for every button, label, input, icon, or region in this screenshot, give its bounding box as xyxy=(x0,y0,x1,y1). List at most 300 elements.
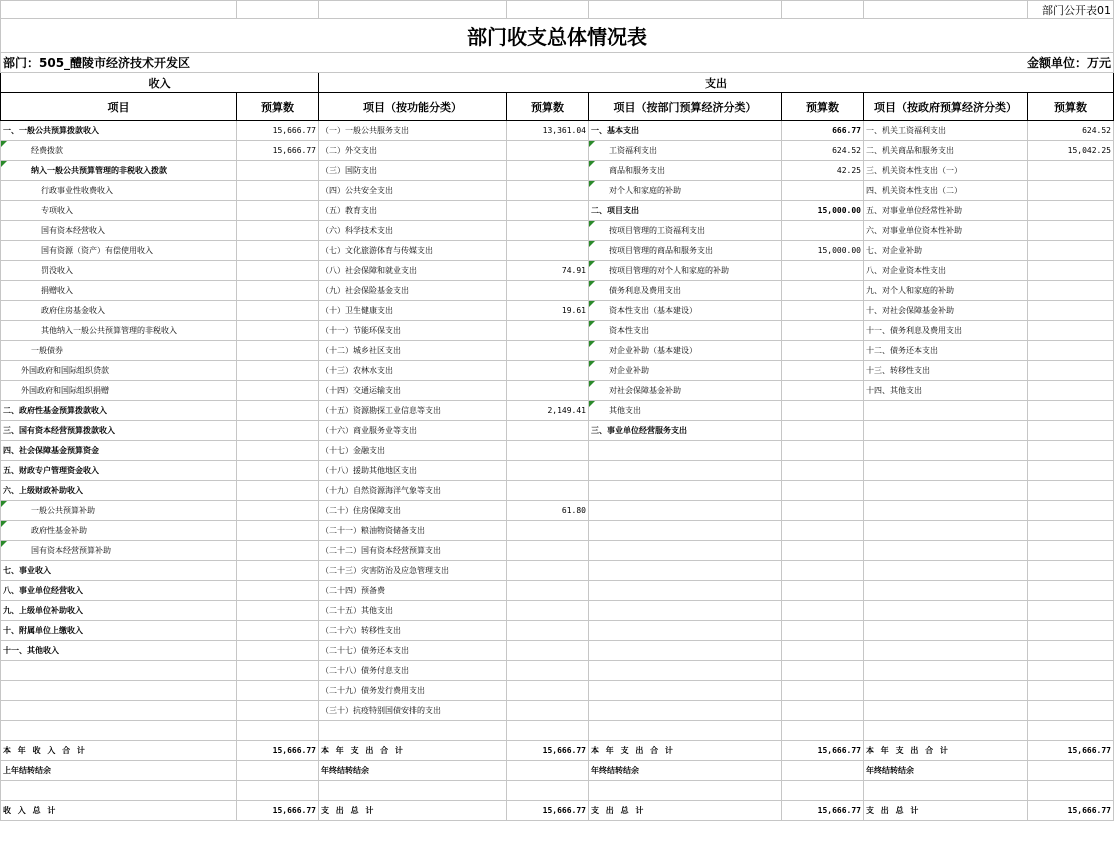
budget-cell xyxy=(782,321,864,341)
col-budget: 预算数 xyxy=(507,93,589,121)
item-cell xyxy=(589,461,782,481)
item-cell: （十五）资源勘探工业信息等支出 xyxy=(319,401,507,421)
budget-cell xyxy=(507,541,589,561)
item-cell: （七）文化旅游体育与传媒支出 xyxy=(319,241,507,261)
col-item: 项目 xyxy=(1,93,237,121)
item-cell xyxy=(589,501,782,521)
budget-cell xyxy=(782,281,864,301)
item-cell: 按项目管理的工资福利支出 xyxy=(589,221,782,241)
budget-cell xyxy=(1028,461,1114,481)
item-cell: 一、基本支出 xyxy=(589,121,782,141)
empty-cell xyxy=(237,721,319,741)
budget-cell xyxy=(507,381,589,401)
item-cell: 政府住房基金收入 xyxy=(1,301,237,321)
budget-cell xyxy=(507,241,589,261)
item-cell xyxy=(589,481,782,501)
item-cell: 对个人和家庭的补助 xyxy=(589,181,782,201)
budget-cell xyxy=(507,661,589,681)
budget-cell xyxy=(1028,421,1114,441)
budget-cell: 624.52 xyxy=(1028,121,1114,141)
budget-cell xyxy=(237,201,319,221)
item-cell xyxy=(589,641,782,661)
item-cell xyxy=(864,561,1028,581)
item-cell: 七、事业收入 xyxy=(1,561,237,581)
budget-cell xyxy=(237,281,319,301)
year-expense-total: 15,666.77 xyxy=(507,741,589,761)
budget-cell xyxy=(237,561,319,581)
budget-cell xyxy=(507,601,589,621)
item-cell: 国有资源（资产）有偿使用收入 xyxy=(1,241,237,261)
item-cell: （二十九）债务发行费用支出 xyxy=(319,681,507,701)
budget-cell xyxy=(1028,301,1114,321)
item-cell xyxy=(864,701,1028,721)
budget-cell xyxy=(237,381,319,401)
table-row xyxy=(1,621,1114,641)
empty-cell xyxy=(782,781,864,801)
item-cell: （四）公共安全支出 xyxy=(319,181,507,201)
item-cell: 经费拨款 xyxy=(1,141,237,161)
budget-cell xyxy=(237,441,319,461)
empty-cell xyxy=(507,781,589,801)
budget-cell: 61.80 xyxy=(507,501,589,521)
table-row xyxy=(1,301,1114,321)
table-row xyxy=(1,481,1114,501)
budget-cell xyxy=(507,641,589,661)
item-cell: 十二、债务还本支出 xyxy=(864,341,1028,361)
budget-cell xyxy=(507,141,589,161)
item-cell: 五、对事业单位经常性补助 xyxy=(864,201,1028,221)
budget-cell xyxy=(1028,621,1114,641)
budget-cell xyxy=(782,301,864,321)
item-cell: 对社会保障基金补助 xyxy=(589,381,782,401)
item-cell xyxy=(1,681,237,701)
item-cell xyxy=(589,581,782,601)
item-cell: 七、对企业补助 xyxy=(864,241,1028,261)
empty-cell xyxy=(782,721,864,741)
unit-label: 金额单位：万元 xyxy=(864,53,1114,73)
item-cell: 一、机关工资福利支出 xyxy=(864,121,1028,141)
item-cell: （一）一般公共服务支出 xyxy=(319,121,507,141)
budget-cell: 15,000.00 xyxy=(782,201,864,221)
table-row xyxy=(1,421,1114,441)
budget-cell: 15,666.77 xyxy=(237,121,319,141)
budget-cell xyxy=(507,481,589,501)
expense-grand-total: 15,666.77 xyxy=(1028,801,1114,821)
empty-cell xyxy=(319,781,507,801)
year-end-balance-value xyxy=(1028,761,1114,781)
budget-cell xyxy=(1028,521,1114,541)
budget-cell xyxy=(237,301,319,321)
item-cell: 十一、其他收入 xyxy=(1,641,237,661)
item-cell: 二、政府性基金预算拨款收入 xyxy=(1,401,237,421)
blank-row xyxy=(1,721,1114,741)
budget-cell xyxy=(782,221,864,241)
item-cell: （八）社会保障和就业支出 xyxy=(319,261,507,281)
empty-cell xyxy=(1,721,237,741)
budget-cell xyxy=(782,681,864,701)
table-row xyxy=(1,201,1114,221)
budget-cell xyxy=(507,361,589,381)
budget-cell xyxy=(507,521,589,541)
budget-cell xyxy=(237,181,319,201)
table-row xyxy=(1,701,1114,721)
item-cell xyxy=(864,541,1028,561)
item-cell: （十九）自然资源海洋气象等支出 xyxy=(319,481,507,501)
budget-cell: 624.52 xyxy=(782,141,864,161)
budget-cell xyxy=(507,161,589,181)
item-cell: 四、机关资本性支出（二） xyxy=(864,181,1028,201)
item-cell: 政府性基金补助 xyxy=(1,521,237,541)
budget-cell xyxy=(507,281,589,301)
table-row xyxy=(1,121,1114,141)
budget-cell xyxy=(1028,641,1114,661)
budget-cell xyxy=(237,501,319,521)
item-cell: （九）社会保险基金支出 xyxy=(319,281,507,301)
table-row xyxy=(1,501,1114,521)
table-row xyxy=(1,601,1114,621)
item-cell: 国有资本经营预算补助 xyxy=(1,541,237,561)
item-cell: （十三）农林水支出 xyxy=(319,361,507,381)
item-cell: 三、机关资本性支出（一） xyxy=(864,161,1028,181)
budget-cell xyxy=(237,681,319,701)
item-cell xyxy=(864,581,1028,601)
item-cell: 三、事业单位经营服务支出 xyxy=(589,421,782,441)
budget-cell xyxy=(237,641,319,661)
item-cell: （五）教育支出 xyxy=(319,201,507,221)
item-cell: 八、事业单位经营收入 xyxy=(1,581,237,601)
table-row xyxy=(1,681,1114,701)
item-cell: （十八）援助其他地区支出 xyxy=(319,461,507,481)
item-cell: （二十）住房保障支出 xyxy=(319,501,507,521)
item-cell xyxy=(589,661,782,681)
budget-cell xyxy=(237,661,319,681)
budget-cell: 74.91 xyxy=(507,261,589,281)
item-cell: 五、财政专户管理资金收入 xyxy=(1,461,237,481)
budget-cell xyxy=(237,261,319,281)
item-cell: 按项目管理的对个人和家庭的补助 xyxy=(589,261,782,281)
table-row xyxy=(1,521,1114,541)
col-dept-econ: 项目（按部门预算经济分类） xyxy=(589,93,782,121)
budget-cell xyxy=(1028,381,1114,401)
budget-cell xyxy=(1028,541,1114,561)
budget-cell xyxy=(237,221,319,241)
budget-cell xyxy=(1028,361,1114,381)
budget-cell xyxy=(782,701,864,721)
budget-cell xyxy=(237,521,319,541)
item-cell: 专项收入 xyxy=(1,201,237,221)
item-cell: 九、上级单位补助收入 xyxy=(1,601,237,621)
item-cell: 十四、其他支出 xyxy=(864,381,1028,401)
budget-cell xyxy=(1028,561,1114,581)
budget-cell xyxy=(782,401,864,421)
item-cell: 国有资本经营收入 xyxy=(1,221,237,241)
col-func: 项目（按功能分类） xyxy=(319,93,507,121)
item-cell: （十）卫生健康支出 xyxy=(319,301,507,321)
item-cell: 对企业补助（基本建设） xyxy=(589,341,782,361)
budget-cell xyxy=(507,461,589,481)
item-cell: 行政事业性收费收入 xyxy=(1,181,237,201)
budget-cell xyxy=(507,701,589,721)
item-cell xyxy=(589,561,782,581)
budget-cell xyxy=(237,701,319,721)
year-end-balance-label: 年终结转结余 xyxy=(864,761,1028,781)
col-budget: 预算数 xyxy=(1028,93,1114,121)
budget-cell xyxy=(507,181,589,201)
budget-cell xyxy=(782,601,864,621)
item-cell xyxy=(864,641,1028,661)
corner-label: 部门公开表01 xyxy=(1028,1,1114,19)
budget-cell xyxy=(782,581,864,601)
item-cell xyxy=(864,521,1028,541)
item-cell: （二十六）转移性支出 xyxy=(319,621,507,641)
col-budget: 预算数 xyxy=(237,93,319,121)
budget-cell xyxy=(782,521,864,541)
item-cell: （二十八）债务付息支出 xyxy=(319,661,507,681)
budget-cell xyxy=(782,381,864,401)
budget-cell: 666.77 xyxy=(782,121,864,141)
item-cell: 债务利息及费用支出 xyxy=(589,281,782,301)
item-cell: 九、对个人和家庭的补助 xyxy=(864,281,1028,301)
item-cell: 罚没收入 xyxy=(1,261,237,281)
item-cell xyxy=(589,681,782,701)
item-cell: 四、社会保障基金预算资金 xyxy=(1,441,237,461)
item-cell: 工资福利支出 xyxy=(589,141,782,161)
year-end-balance-label: 年终结转结余 xyxy=(589,761,782,781)
year-income-total: 15,666.77 xyxy=(237,741,319,761)
year-expense-total: 15,666.77 xyxy=(782,741,864,761)
item-cell xyxy=(1,661,237,681)
empty-cell xyxy=(864,721,1028,741)
income-header: 收入 xyxy=(1,73,319,93)
budget-cell xyxy=(782,561,864,581)
budget-cell: 15,666.77 xyxy=(237,141,319,161)
expense-grand-total: 15,666.77 xyxy=(782,801,864,821)
budget-cell xyxy=(237,581,319,601)
item-cell xyxy=(864,501,1028,521)
item-cell: （二十三）灾害防治及应急管理支出 xyxy=(319,561,507,581)
item-cell: 十三、转移性支出 xyxy=(864,361,1028,381)
item-cell: （二十一）粮油物资储备支出 xyxy=(319,521,507,541)
item-cell: 一、一般公共预算拨款收入 xyxy=(1,121,237,141)
budget-cell xyxy=(782,341,864,361)
item-cell: 三、国有资本经营预算拨款收入 xyxy=(1,421,237,441)
year-income-total-label: 本 年 收 入 合 计 xyxy=(1,741,237,761)
empty-cell xyxy=(507,721,589,741)
item-cell xyxy=(864,601,1028,621)
budget-cell: 2,149.41 xyxy=(507,401,589,421)
budget-cell xyxy=(782,541,864,561)
table-row xyxy=(1,381,1114,401)
table-row xyxy=(1,161,1114,181)
total-row xyxy=(1,741,1114,761)
budget-cell xyxy=(237,321,319,341)
item-cell: 按项目管理的商品和服务支出 xyxy=(589,241,782,261)
budget-cell xyxy=(237,161,319,181)
budget-cell: 42.25 xyxy=(782,161,864,181)
item-cell: 一般公共预算补助 xyxy=(1,501,237,521)
item-cell: （二十七）债务还本支出 xyxy=(319,641,507,661)
item-cell: 二、机关商品和服务支出 xyxy=(864,141,1028,161)
item-cell: 一般债券 xyxy=(1,341,237,361)
item-cell: 其他支出 xyxy=(589,401,782,421)
budget-cell xyxy=(237,481,319,501)
table-row xyxy=(1,261,1114,281)
budget-cell xyxy=(782,461,864,481)
budget-cell xyxy=(1028,661,1114,681)
year-expense-total-label: 本 年 支 出 合 计 xyxy=(319,741,507,761)
total-row xyxy=(1,761,1114,781)
budget-cell xyxy=(237,401,319,421)
empty-cell xyxy=(589,721,782,741)
budget-cell xyxy=(237,541,319,561)
item-cell: 纳入一般公共预算管理的非税收入拨款 xyxy=(1,161,237,181)
budget-cell xyxy=(507,681,589,701)
year-expense-total-label: 本 年 支 出 合 计 xyxy=(589,741,782,761)
budget-cell xyxy=(782,481,864,501)
budget-cell xyxy=(237,241,319,261)
item-cell xyxy=(1,701,237,721)
table-row xyxy=(1,181,1114,201)
item-cell xyxy=(864,481,1028,501)
budget-cell xyxy=(782,621,864,641)
budget-cell xyxy=(237,621,319,641)
item-cell xyxy=(864,621,1028,641)
item-cell: （二十二）国有资本经营预算支出 xyxy=(319,541,507,561)
item-cell: （十七）金融支出 xyxy=(319,441,507,461)
budget-cell: 19.61 xyxy=(507,301,589,321)
item-cell: 二、项目支出 xyxy=(589,201,782,221)
table-row xyxy=(1,641,1114,661)
empty-cell xyxy=(237,781,319,801)
item-cell xyxy=(864,461,1028,481)
budget-cell xyxy=(1028,321,1114,341)
budget-cell xyxy=(237,601,319,621)
budget-cell xyxy=(507,201,589,221)
budget-cell xyxy=(507,421,589,441)
expense-grand-total-label: 支 出 总 计 xyxy=(864,801,1028,821)
table-row xyxy=(1,221,1114,241)
item-cell xyxy=(864,401,1028,421)
budget-cell xyxy=(1028,501,1114,521)
empty-cell xyxy=(589,781,782,801)
item-cell: 其他纳入一般公共预算管理的非税收入 xyxy=(1,321,237,341)
table-row xyxy=(1,321,1114,341)
item-cell xyxy=(589,441,782,461)
item-cell: 捐赠收入 xyxy=(1,281,237,301)
item-cell: 十、对社会保障基金补助 xyxy=(864,301,1028,321)
budget-cell xyxy=(782,661,864,681)
budget-cell xyxy=(1028,701,1114,721)
budget-cell xyxy=(237,421,319,441)
budget-cell xyxy=(1028,161,1114,181)
expense-grand-total-label: 支 出 总 计 xyxy=(589,801,782,821)
page-title: 部门收支总体情况表 xyxy=(1,19,1114,53)
budget-cell xyxy=(507,581,589,601)
item-cell: 六、上级财政补助收入 xyxy=(1,481,237,501)
budget-cell xyxy=(507,441,589,461)
table-row xyxy=(1,361,1114,381)
item-cell: 外国政府和国际组织捐赠 xyxy=(1,381,237,401)
budget-cell xyxy=(782,361,864,381)
item-cell: （十四）交通运输支出 xyxy=(319,381,507,401)
income-grand-total: 15,666.77 xyxy=(237,801,319,821)
budget-cell xyxy=(1028,481,1114,501)
item-cell: 外国政府和国际组织贷款 xyxy=(1,361,237,381)
table-row xyxy=(1,281,1114,301)
budget-cell: 13,361.04 xyxy=(507,121,589,141)
item-cell: （三）国防支出 xyxy=(319,161,507,181)
item-cell xyxy=(864,681,1028,701)
year-expense-total: 15,666.77 xyxy=(1028,741,1114,761)
item-cell: 对企业补助 xyxy=(589,361,782,381)
item-cell: （六）科学技术支出 xyxy=(319,221,507,241)
item-cell: 六、对事业单位资本性补助 xyxy=(864,221,1028,241)
item-cell: （二十四）预备费 xyxy=(319,581,507,601)
col-budget: 预算数 xyxy=(782,93,864,121)
item-cell xyxy=(864,441,1028,461)
year-end-balance-value xyxy=(507,761,589,781)
item-cell: 八、对企业资本性支出 xyxy=(864,261,1028,281)
table-row xyxy=(1,141,1114,161)
empty-cell xyxy=(1,781,237,801)
income-grand-total-label: 收 入 总 计 xyxy=(1,801,237,821)
item-cell: （三十）抗疫特别国债安排的支出 xyxy=(319,701,507,721)
budget-cell xyxy=(1028,281,1114,301)
budget-cell xyxy=(1028,441,1114,461)
item-cell xyxy=(589,701,782,721)
budget-cell xyxy=(1028,681,1114,701)
budget-cell: 15,000.00 xyxy=(782,241,864,261)
prior-balance-label: 上年结转结余 xyxy=(1,761,237,781)
budget-cell xyxy=(782,441,864,461)
budget-cell xyxy=(507,621,589,641)
total-row xyxy=(1,801,1114,821)
expense-header: 支出 xyxy=(319,73,1114,93)
budget-cell xyxy=(507,561,589,581)
item-cell: 商品和服务支出 xyxy=(589,161,782,181)
empty-cell xyxy=(1028,721,1114,741)
blank-row xyxy=(1,781,1114,801)
item-cell xyxy=(589,521,782,541)
item-cell: 十一、债务利息及费用支出 xyxy=(864,321,1028,341)
item-cell: （二十五）其他支出 xyxy=(319,601,507,621)
budget-cell xyxy=(1028,261,1114,281)
empty-cell xyxy=(864,781,1028,801)
budget-cell xyxy=(782,421,864,441)
empty-cell xyxy=(319,721,507,741)
budget-cell xyxy=(237,461,319,481)
budget-cell xyxy=(1028,601,1114,621)
item-cell: （十一）节能环保支出 xyxy=(319,321,507,341)
item-cell xyxy=(589,601,782,621)
budget-cell xyxy=(1028,401,1114,421)
budget-cell xyxy=(1028,341,1114,361)
table-row xyxy=(1,581,1114,601)
item-cell: 资本性支出（基本建设） xyxy=(589,301,782,321)
budget-cell xyxy=(507,221,589,241)
item-cell: 十、附属单位上缴收入 xyxy=(1,621,237,641)
year-end-balance-label: 年终结转结余 xyxy=(319,761,507,781)
prior-balance-value xyxy=(237,761,319,781)
item-cell: （二）外交支出 xyxy=(319,141,507,161)
budget-cell xyxy=(507,341,589,361)
item-cell: （十六）商业服务业等支出 xyxy=(319,421,507,441)
budget-cell xyxy=(1028,581,1114,601)
table-row xyxy=(1,541,1114,561)
table-row xyxy=(1,441,1114,461)
empty-cell xyxy=(1028,781,1114,801)
table-row xyxy=(1,401,1114,421)
